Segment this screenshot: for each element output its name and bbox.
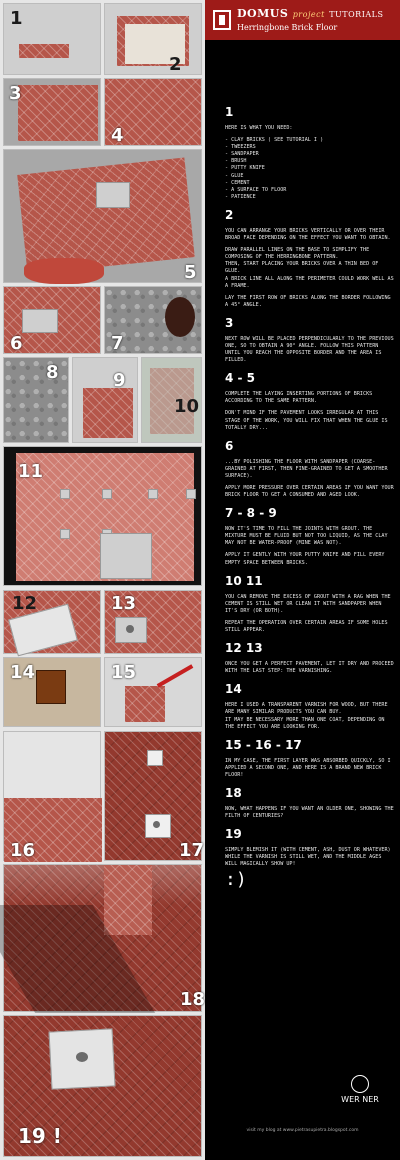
step-number: 4 - 5 (225, 371, 256, 386)
step-text: APPLY MORE PRESSURE OVER CERTAIN AREAS IF YOU WANT YOUR BRICK FLOOR TO GET A CONSUMED AND AGED LOOK. (225, 485, 394, 499)
step-number: 6 (225, 438, 234, 453)
photo-7: 7 (104, 286, 202, 354)
step-number: 15 - 16 - 17 (225, 737, 302, 752)
step-text: NEXT ROW WILL BE PLACED PERPENDICULARLY TO THE PREVIOUS ONE, SO TO OBTAIN A 90° ANGLE. FOLLOW THIS PATTERN UNTIL YOU REACH THE OPPOSITE BORDER AND THE AREA IS FILLED. (225, 335, 394, 364)
instructions-panel (205, 0, 400, 1160)
step-text: YOU CAN REMOVE THE EXCESS OF GROUT WITH A RAG WHEN THE CEMENT IS STILL WET OR CLEAN IT WITH SANDPAPER WHEN IT'S DRY (OR BOTH). (225, 593, 391, 614)
photo-11: 11 (3, 446, 202, 586)
photo-1: 1 (3, 3, 101, 75)
tutorials-label: TUTORIALS (329, 10, 384, 19)
step-number: 7 - 8 - 9 (225, 506, 277, 521)
step-text: - CLAY BRICKS ( SEE TUTORIAL I ) - TWEEZERS - SANDPAPER - BRUSH - PUTTY KNIFE - GLUE - CEMENT - A SURFACE TO FLOOR - PATIENCE (225, 137, 324, 200)
header-subtitle: Herringbone Brick Floor (237, 23, 338, 32)
step-text: ONCE YOU GET A PERFECT PAVEMENT, LET IT DRY AND PROCEED WITH THE LAST STEP: THE VARNISHING. (225, 661, 394, 675)
step-text: HERE IS WHAT YOU NEED: (225, 125, 293, 131)
photo-19: 19 ! (3, 1015, 202, 1157)
step-text: HERE I USED A TRANSPARENT VARNISH FOR WOOD, BUT THERE ARE MANY SIMILAR PRODUCTS YOU CAN BUY. IT MAY BE NECESSARY MORE THAN ONE COAT, DEPENDING ON THE EFFECT YOU ARE LOOKING FOR. (225, 702, 388, 730)
header (205, 0, 400, 40)
step-number: 12 13 (225, 641, 263, 656)
step-text: IN MY CASE, THE FIRST LAYER WAS ABSORBED QUICKLY, SO I APPLIED A SECOND ONE, AND HERE IS A BRAND NEW BRICK FLOOR! (225, 757, 391, 778)
step-number: 19 (225, 827, 242, 842)
domus-logo-icon (213, 10, 231, 30)
step-number: 10 11 (225, 573, 263, 588)
brand-name: DOMUS (237, 7, 289, 20)
photo-5: 5 (3, 149, 202, 283)
step-text: LAY THE FIRST ROW OF BRICKS ALONG THE BORDER FOLLOWING A 45° ANGLE. (225, 294, 391, 308)
step-text: COMPLETE THE LAYING INSERTING PORTIONS OF BRICKS ACCORDING TO THE SAME PATTERN. (225, 391, 373, 405)
photo-8: 8 (3, 357, 69, 443)
photo-3: 3 (3, 78, 101, 146)
photo-13: 13 (104, 590, 202, 654)
signature (340, 1075, 380, 1105)
photo-4: 4 (104, 78, 202, 146)
photo-10: 10 (141, 357, 202, 443)
footer-blog-link[interactable]: visit my blog at www.pietrasupietra.blogspot.com (246, 1128, 359, 1133)
photo-9: 9 (72, 357, 138, 443)
photo-16: 16 (3, 731, 101, 861)
step-text: ...BY POLISHING THE FLOOR WITH SANDPAPER (COARSE-GRAINED AT FIRST, THEN FINE-GRAINED TO GET A SMOOTHER SURFACE). (225, 458, 388, 479)
step-number: 14 (225, 682, 242, 697)
photo-12: 12 (3, 590, 101, 654)
project-label: project (292, 10, 325, 19)
smiley-icon: :) (225, 869, 247, 891)
step-text: NOW IT'S TIME TO FILL THE JOINTS WITH GROUT. THE MIXTURE MUST BE FLUID BUT NOT TOO LIQUID, AS THE CLAY MAY NOT BE WATER-PROOF (MINE WAS NOT). (225, 526, 388, 547)
step-number: 3 (225, 315, 234, 330)
step-text: REPEAT THE OPERATION OVER CERTAIN AREAS IF SOME HOLES STILL APPEAR. (225, 619, 388, 634)
photo-6: 6 (3, 286, 101, 354)
photo-14: 14 (3, 657, 101, 727)
step-text: NOW, WHAT HAPPENS IF YOU WANT AN OLDER ONE, SHOWING THE FILTH OF CENTURIES? (225, 805, 394, 820)
step-text: APPLY IT GENTLY WITH YOUR PUTTY KNIFE AND FILL EVERY EMPTY SPACE BETWEEN BRICKS. (225, 552, 385, 566)
step-number: 1 (225, 105, 234, 119)
photo-18: 18 (3, 864, 202, 1012)
step-number: 18 (225, 785, 242, 800)
photo-2: 2 (104, 3, 202, 75)
step-text: YOU CAN ARRANGE YOUR BRICKS VERTICALLY OR OVER THEIR BROAD FACE DEPENDING ON THE EFFECT YOU WANT TO OBTAIN. (225, 227, 391, 242)
photo-15: 15 (104, 657, 202, 727)
step-text: DRAW PARALLEL LINES ON THE BASE TO SIMPLIFY THE COMPOSING OF THE HERRINGBONE PATTERN. THEN, START PLACING YOUR BRICKS OVER A THIN BED OF GLUE. A BRICK LINE ALL ALONG THE PERIMETER COULD WORK WELL AS A FRAME. (225, 247, 394, 289)
steps-list (225, 98, 395, 891)
signature-text: WER NER (341, 1095, 379, 1104)
step-text: DON'T MIND IF THE PAVEMENT LOOKS IRREGULAR AT THIS STAGE OF THE WORK, YOU WILL FIX THAT WHEN THE GLUE IS TOTALLY DRY... (225, 410, 388, 431)
step-text: SIMPLY BLEMISH IT (WITH CEMENT, ASH, DUST OR WHATEVER) WHILE THE VARNISH IS STILL WET, AND THE MIDDLE AGES WILL MAGICALLY SHOW UP! (225, 847, 391, 868)
signature-mark-icon (351, 1075, 369, 1093)
header-title (237, 7, 383, 20)
step-number: 2 (225, 207, 234, 222)
photo-17: 17 (104, 731, 202, 861)
